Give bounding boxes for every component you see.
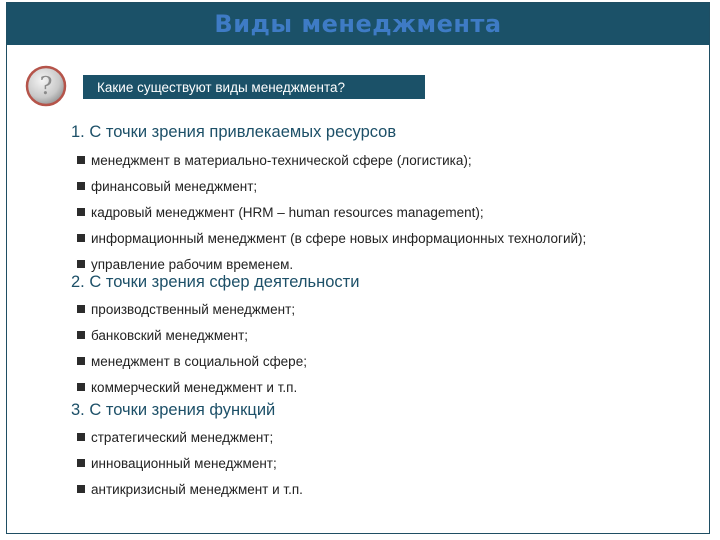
list-item-text: банковский менеджмент; — [91, 327, 249, 343]
bullet-icon — [77, 459, 85, 467]
bullet-icon — [77, 182, 85, 190]
question-row — [21, 63, 421, 113]
bullet-icon — [77, 485, 85, 493]
section-title: 3. С точки зрения функций — [71, 401, 276, 419]
section-resources — [71, 121, 586, 277]
list-item-text: инновационный менеджмент; — [91, 455, 277, 471]
question-text: Какие существуют виды менеджмента? — [97, 79, 346, 95]
list-item-text: менеджмент в материально-технической сфере (логистика); — [91, 152, 472, 168]
list-item — [71, 374, 359, 400]
list-item-text: кадровый менеджмент (HRM – human resources management); — [91, 204, 484, 220]
list-item — [71, 322, 359, 348]
bullet-icon — [77, 305, 85, 313]
list-item-text: антикризисный менеджмент и т.п. — [91, 481, 303, 497]
list-item-text: производственный менеджмент; — [91, 301, 296, 317]
page-title: Виды менеджмента — [214, 10, 502, 38]
section-functions — [71, 399, 303, 502]
bullet-icon — [77, 383, 85, 391]
list-item-text: информационный менеджмент (в сфере новых информационных технологий); — [91, 230, 587, 246]
slide-frame — [6, 2, 710, 534]
bullet-icon — [77, 260, 85, 268]
bullet-icon — [77, 357, 85, 365]
list-item — [71, 424, 303, 450]
bullet-icon — [77, 331, 85, 339]
bullet-icon — [77, 433, 85, 441]
list-item-text: коммерческий менеджмент и т.п. — [91, 379, 298, 395]
list-item — [71, 296, 359, 322]
list-item — [71, 348, 359, 374]
section-title: 1. С точки зрения привлекаемых ресурсов — [71, 123, 397, 141]
bullet-icon — [77, 234, 85, 242]
section-title: 2. С точки зрения сфер деятельности — [71, 273, 360, 291]
bullet-icon — [77, 156, 85, 164]
list-item — [71, 199, 586, 225]
list-item-text: менеджмент в социальной сфере; — [91, 353, 307, 369]
list-item — [71, 173, 586, 199]
list-item — [71, 476, 303, 502]
section-activity — [71, 271, 359, 400]
list-item-text: стратегический менеджмент; — [91, 429, 274, 445]
question-banner — [83, 75, 425, 99]
title-bar — [7, 3, 709, 45]
list-item — [71, 147, 586, 173]
question-mark-icon — [25, 65, 67, 107]
list-item-text: финансовый менеджмент; — [91, 178, 258, 194]
list-item — [71, 225, 586, 251]
bullet-icon — [77, 208, 85, 216]
list-item-text: управление рабочим временем. — [91, 256, 294, 272]
list-item — [71, 450, 303, 476]
svg-text:?: ? — [39, 72, 53, 100]
